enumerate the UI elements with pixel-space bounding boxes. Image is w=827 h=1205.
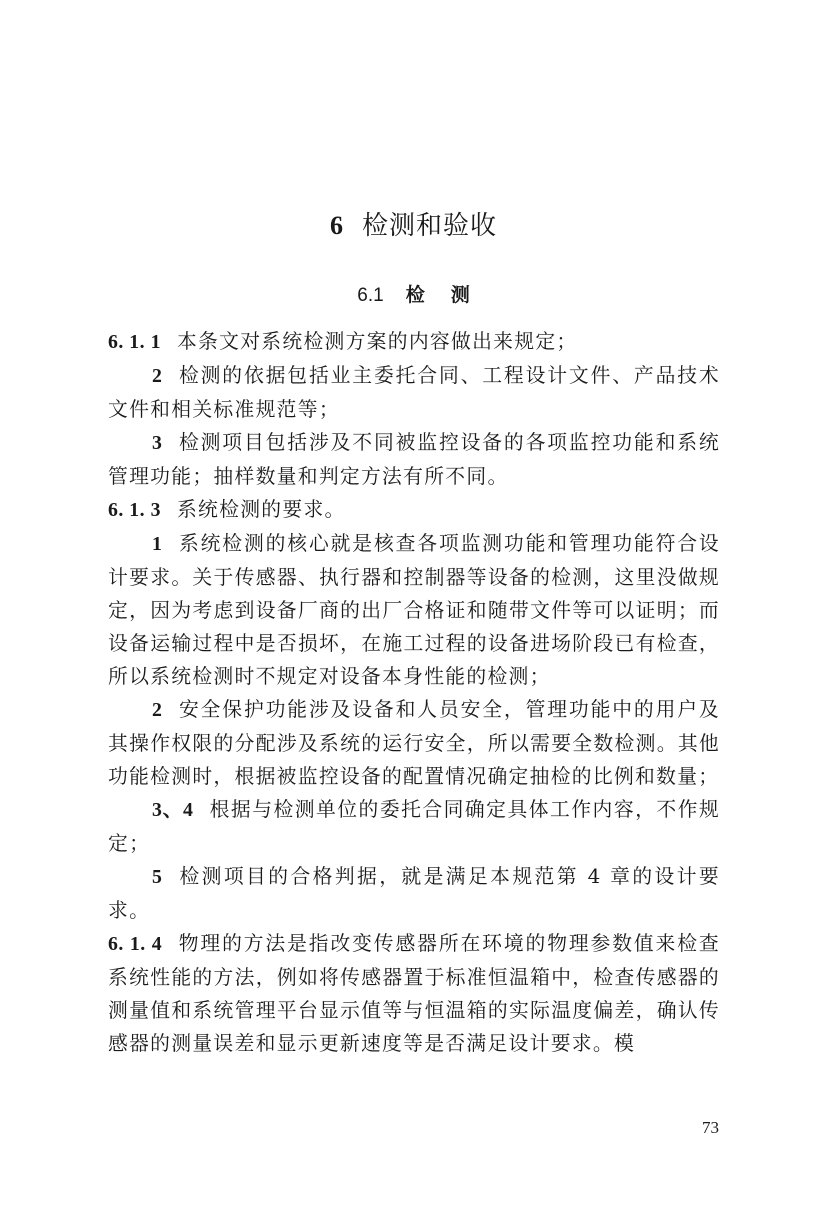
item-paragraph	[108, 860, 720, 927]
item-paragraph	[108, 426, 720, 493]
item-number: 3、4	[152, 799, 194, 821]
item-paragraph	[108, 527, 720, 693]
item-number: 2	[152, 699, 163, 721]
clause-text: 系统检测的要求。	[176, 498, 346, 521]
item-number: 3	[152, 432, 163, 454]
clause-number: 6. 1. 1	[108, 331, 161, 353]
item-text: 检测项目包括涉及不同被监控设备的各项监控功能和系统管理功能；抽样数量和判定方法有所不同。	[108, 431, 720, 488]
chapter-title-text: 检测和验收	[361, 211, 497, 241]
body-text	[108, 325, 720, 1060]
section-number: 6.1	[357, 285, 384, 306]
item-number: 5	[152, 866, 163, 888]
item-text: 系统检测的核心就是核查各项监测功能和管理功能符合设计要求。关于传感器、执行器和控制器等设备的检测，这里没做规定，因为考虑到设备厂商的出厂合格证和随带文件等可以证明；而设备运输过程中是否损坏，在施工过程的设备进场阶段已有检查，所以系统检测时不规定对设备本身性能的检测；	[108, 532, 720, 688]
clause-text: 物理的方法是指改变传感器所在环境的物理参数值来检查系统性能的方法，例如将传感器置于标准恒温箱中，检查传感器的测量值和系统管理平台显示值等与恒温箱的实际温度偏差，确认传感器的测量误差和显示更新速度等是否满足设计要求。模	[108, 932, 720, 1055]
item-paragraph	[108, 793, 720, 860]
item-text: 检测项目的合格判据，就是满足本规范第 4 章的设计要求。	[108, 865, 720, 922]
item-text: 安全保护功能涉及设备和人员安全，管理功能中的用户及其操作权限的分配涉及系统的运行安全，所以需要全数检测。其他功能检测时，根据被监控设备的配置情况确定抽检的比例和数量；	[108, 698, 720, 788]
chapter-title	[0, 206, 827, 246]
clause-paragraph	[108, 493, 720, 527]
section-title	[0, 281, 827, 311]
item-paragraph	[108, 359, 720, 426]
item-paragraph	[108, 693, 720, 793]
section-title-text: 检测	[405, 285, 496, 306]
clause-paragraph	[108, 927, 720, 1060]
item-number: 2	[152, 365, 163, 387]
clause-number: 6. 1. 4	[108, 933, 163, 955]
clause-text: 本条文对系统检测方案的内容做出来规定；	[176, 330, 578, 353]
item-number: 1	[152, 533, 163, 555]
chapter-number: 6	[329, 211, 344, 240]
clause-number: 6. 1. 3	[108, 499, 161, 521]
item-text: 检测的依据包括业主委托合同、工程设计文件、产品技术文件和相关标准规范等；	[108, 364, 720, 421]
item-text: 根据与检测单位的委托合同确定具体工作内容，不作规定；	[108, 798, 720, 855]
page-number: 73	[702, 1118, 719, 1137]
clause-paragraph	[108, 325, 720, 359]
